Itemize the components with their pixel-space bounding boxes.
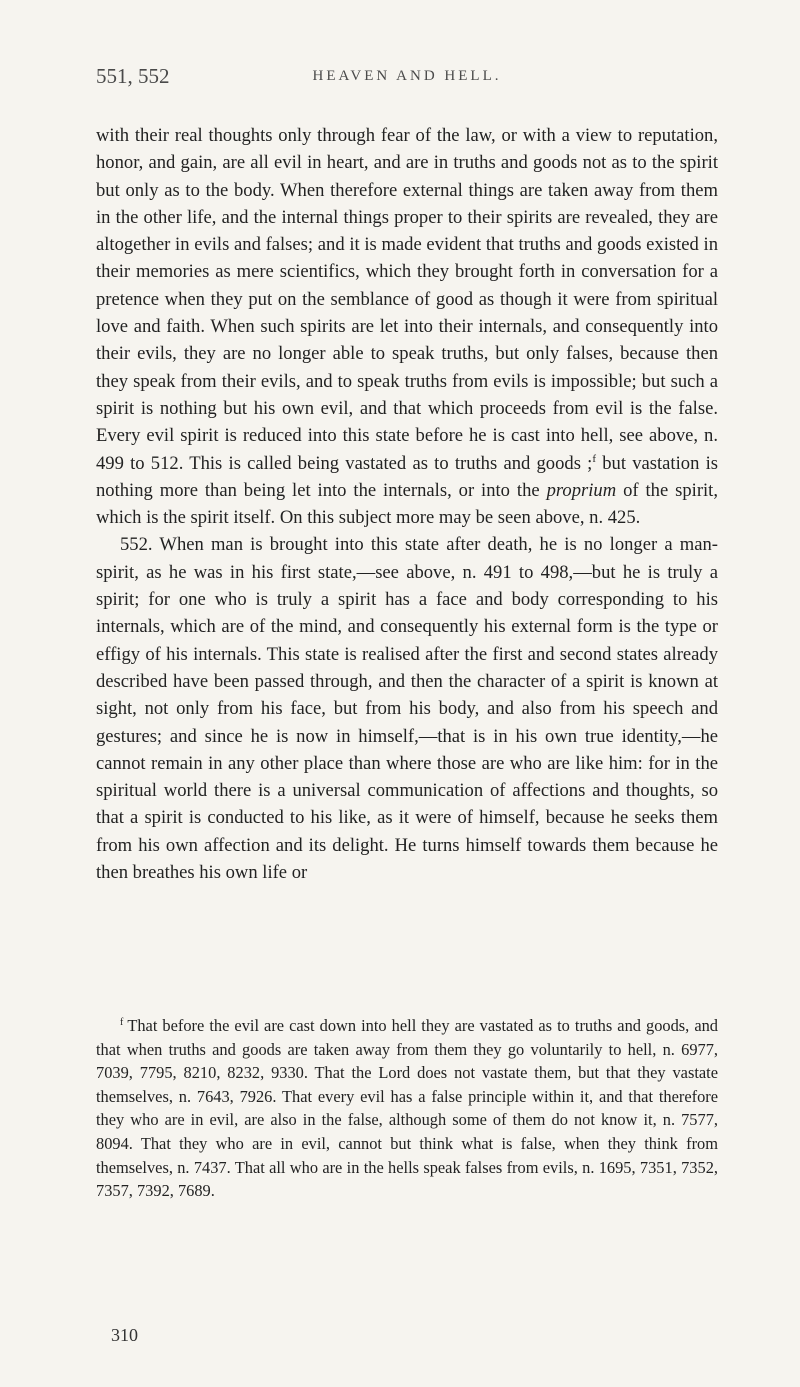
footnote xyxy=(96,1014,718,1203)
main-text xyxy=(96,122,718,886)
paragraph-552: 552. When man is brought into this state after death, he is no longer a man-spirit, as he was in his first state,—see above, n. 491 to 498,—but he is truly a spirit; for one who is truly a spirit has a face and body corresponding to his internals, which are of the mind, and consequently his external form is the type or effigy of his internals. This state is realised after the first and second states already described have been passed through, and then the character of a spirit is known at sight, not only from his face, but from his body, and also from his speech and gestures; and since he is now in himself,—that is in his own true identity,—he cannot remain in any other place than where those are who are like him: for in the spiritual world there is a universal communication of affections and thoughts, so that a spirit is conducted to his like, as it were of himself, because he seeks them from his own affection and its delight. He turns himself towards them because he then breathes his own life or xyxy=(96,534,718,884)
paragraph-text: with their real thoughts only through fear of the law, or with a view to reputation, honor, and gain, are all evil in heart, and are in truths and goods not as to the spirit but only as to the body. When therefore external things are taken away from them in the other life, and the internal things proper to their spirits are revealed, they are altogether in evils and falses; and it is made evident that truths and goods existed in their memories as mere scientifics, which they brought forth in conversation for a pretence when they put on the semblance of good as though it were from spiritual love and faith. When such spirits are let into their internals, and consequently into their evils, they are no longer able to speak truths, but only falses, because then they speak from their evils, and to speak truths from evils is impossible; but such a spirit is nothing but his own evil, and that which proceeds from evil is the false. Every evil spirit is reduced into this state before he is cast into hell, see above, n. 499 to 512. This is called being vastated as to truths and goods ; xyxy=(96,125,718,474)
footnote-paragraph xyxy=(96,1014,718,1203)
footnote-text: That before the evil are cast down into hell they are vastated as to truths and goods, and that when truths and goods are taken away from them they go voluntarily to hell, n. 6977, 7039, 7795, 8210, 8232, 9330. That the Lord does not vastate them, but that they vastate themselves, n. 7643, 7926. That every evil has a false principle within it, and that therefore they who are in evil, are also in the false, although some of them do not know it, n. 7577, 8094. That they who are in evil, cannot but think what is false, when they think from themselves, n. 7437. That all who are in the hells speak falses from evils, n. 1695, 7351, 7352, 7357, 7392, 7689. xyxy=(96,1016,718,1201)
paragraph-text: but vastation is nothing more than being let into the internals, or into the xyxy=(96,452,718,501)
paragraph-551-continued xyxy=(96,122,718,531)
italic-term: proprium xyxy=(546,479,617,501)
page-header xyxy=(96,64,718,94)
section-numbers: 551, 552 xyxy=(96,64,170,88)
footnote-reference: f xyxy=(592,452,597,465)
running-title: HEAVEN AND HELL. xyxy=(312,68,502,84)
footnote-marker: f xyxy=(120,1017,124,1028)
page-number: 310 xyxy=(111,1325,138,1345)
paragraph-text: of the spirit, which is the spirit itself. On this subject more may be seen above, n. 425. xyxy=(96,479,718,529)
